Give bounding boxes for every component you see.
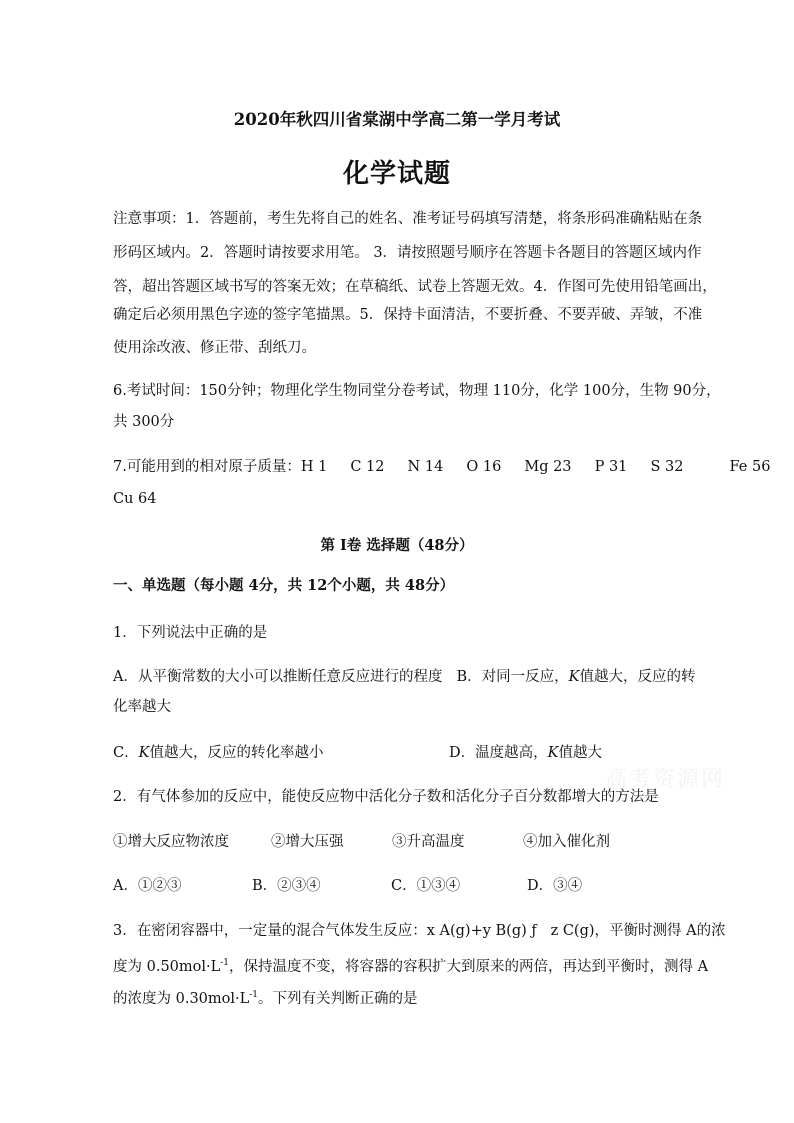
notes-line-1: 注意事项：1．答题前，考生先将自己的姓名、准考证号码填写清楚，将条形码准确粘贴在条: [113, 211, 703, 227]
q3-line-3: 的浓度为 $0.30mol\cdot L^{-1}$。下列有关判断正确的是: [113, 990, 418, 1007]
q1-option-d: D．温度越高，K值越大: [449, 745, 602, 761]
q2-stem: 2．有气体参加的反应中，能使反应物中活化分子数和活化分子百分数都增大的方法是: [113, 789, 659, 805]
exam-title: 2020年秋四川省棠湖中学高二第一学月考试: [233, 110, 561, 129]
q3-line-1: 3．在密闭容器中，一定量的混合气体发生反应：x A(g)+y B(g) ƒ z C(g)，平衡时测得 A的浓: [113, 923, 726, 939]
part-heading: 一、单选题（每小题 4分，共 12个小题，共 48分）: [113, 577, 455, 594]
q1-option-b: B．对同一反应，K值越大，反应的转: [456, 669, 696, 685]
q2-option-c: C．①③④: [391, 878, 461, 894]
q2-choice-2: ②增大压强: [271, 834, 344, 850]
q2-choice-4: ④加入催化剂: [523, 834, 610, 850]
notes-line-4: 确定后必须用黑色字迹的签字笔描黑。5．保持卡面清洁，不要折叠、不要弄破、弄皱，不准: [113, 307, 703, 323]
q1-option-b-continued: 化率越大: [113, 699, 171, 715]
q2-option-a: A．①②③: [113, 878, 182, 894]
notes-item6-line-2: 共 300分: [113, 414, 175, 430]
subject-title: 化学试题: [342, 159, 451, 189]
notes-item7-line-2: Cu 64: [113, 491, 157, 507]
q2-choice-3: ③升高温度: [392, 834, 465, 850]
section-title: 第 I卷 选择题（48分）: [320, 537, 474, 554]
q1-option-a: A．从平衡常数的大小可以推断任意反应进行的程度: [113, 669, 443, 685]
q2-option-d: D．③④: [527, 878, 583, 894]
notes-line-5: 使用涂改液、修正带、刮纸刀。: [113, 340, 316, 356]
notes-line-3: 答，超出答题区域书写的答案无效；在草稿纸、试卷上答题无效。4．作图可先使用铅笔画出，: [113, 279, 717, 295]
q1-options-line-1: [113, 667, 695, 687]
q3-line-2: 度为 $0.50mol\cdot L^{-1}$，保持温度不变，将容器的容积扩大到原来的两倍，再达到平衡时，测得 A: [113, 958, 709, 975]
q1-option-c: C．K值越大，反应的转化率越小: [113, 745, 324, 761]
notes-item6-line-1: 6.考试时间：150分钟；物理化学生物同堂分卷考试，物理 110分，化学 100分，生物 90分，: [113, 383, 721, 399]
notes-line-2: 形码区域内。2．答题时请按要求用笔。 3．请按照题号顺序在答题卡各题目的答题区域内作: [113, 245, 702, 261]
watermark: 高考资源网: [605, 767, 726, 792]
q1-stem: 1．下列说法中正确的是: [113, 625, 268, 641]
q2-choice-1: ①增大反应物浓度: [113, 834, 229, 850]
notes-item7-line-1: 7.可能用到的相对原子质量：H 1 C 12 N 14 O 16 Mg 23 P 31 S 32 Fe 56: [113, 459, 771, 475]
q2-option-b: B．②③④: [252, 878, 321, 894]
